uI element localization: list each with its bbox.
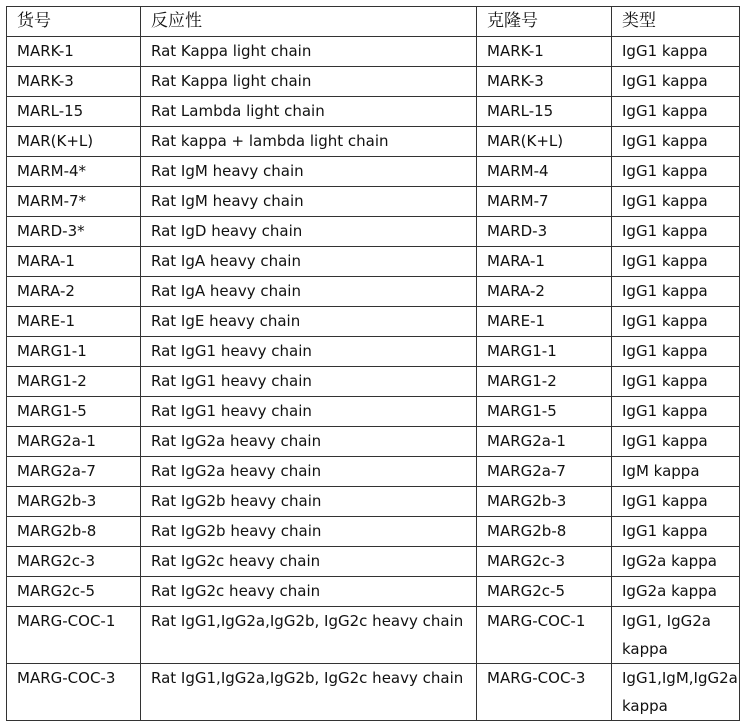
cell-clone: MARK-3 [477,67,612,97]
cell-type: IgG2a kappa [612,547,740,577]
header-cell-reactivity: 反应性 [141,7,477,37]
cell-clone: MARM-7 [477,187,612,217]
cell-reactivity: Rat IgG1 heavy chain [141,367,477,397]
cell-catalog: MARG-COC-3 [7,664,141,721]
cell-clone: MARG1-5 [477,397,612,427]
cell-type: IgG1 kappa [612,37,740,67]
table-row [7,607,740,664]
cell-type: IgG1 kappa [612,127,740,157]
cell-reactivity: Rat IgA heavy chain [141,247,477,277]
table-row [7,397,740,427]
cell-clone: MARG2b-3 [477,487,612,517]
cell-reactivity: Rat IgG2a heavy chain [141,427,477,457]
cell-type: IgG1 kappa [612,487,740,517]
cell-clone: MARG2a-1 [477,427,612,457]
cell-type: IgG1 kappa [612,277,740,307]
cell-clone: MARG1-1 [477,337,612,367]
cell-clone: MARG2c-3 [477,547,612,577]
header-cell-clone: 克隆号 [477,7,612,37]
table-row [7,487,740,517]
cell-type: IgM kappa [612,457,740,487]
cell-clone: MARG2b-8 [477,517,612,547]
cell-reactivity: Rat Kappa light chain [141,67,477,97]
cell-clone: MARG-COC-1 [477,607,612,664]
cell-type: IgG1 kappa [612,97,740,127]
cell-catalog: MARG1-5 [7,397,141,427]
cell-type: IgG1 kappa [612,157,740,187]
table-row [7,247,740,277]
cell-catalog: MARA-2 [7,277,141,307]
table-row [7,97,740,127]
cell-reactivity: Rat IgG1 heavy chain [141,397,477,427]
table-row [7,217,740,247]
table-row [7,427,740,457]
cell-clone: MARG-COC-3 [477,664,612,721]
table-row [7,577,740,607]
table-row [7,127,740,157]
cell-catalog: MARL-15 [7,97,141,127]
cell-reactivity: Rat IgG2b heavy chain [141,517,477,547]
cell-clone: MARG2a-7 [477,457,612,487]
cell-catalog: MAR(K+L) [7,127,141,157]
cell-clone: MARD-3 [477,217,612,247]
cell-catalog: MARG2c-3 [7,547,141,577]
table-row [7,664,740,721]
cell-clone: MARK-1 [477,37,612,67]
cell-type: IgG1 kappa [612,307,740,337]
antibody-table [6,6,740,721]
cell-catalog: MARG-COC-1 [7,607,141,664]
cell-catalog: MARD-3* [7,217,141,247]
table-row [7,277,740,307]
table-row [7,157,740,187]
cell-reactivity: Rat Lambda light chain [141,97,477,127]
cell-type: IgG1 kappa [612,337,740,367]
cell-reactivity: Rat IgG1 heavy chain [141,337,477,367]
cell-type: IgG2a kappa [612,577,740,607]
cell-clone: MARL-15 [477,97,612,127]
cell-reactivity: Rat IgG2a heavy chain [141,457,477,487]
cell-reactivity: Rat IgM heavy chain [141,187,477,217]
cell-type: IgG1, IgG2a kappa [612,607,740,664]
cell-clone: MARM-4 [477,157,612,187]
table-row [7,337,740,367]
cell-reactivity: Rat IgE heavy chain [141,307,477,337]
cell-catalog: MARG1-1 [7,337,141,367]
cell-reactivity: Rat IgA heavy chain [141,277,477,307]
table-row [7,457,740,487]
cell-catalog: MARK-1 [7,37,141,67]
cell-clone: MAR(K+L) [477,127,612,157]
cell-catalog: MARG2b-8 [7,517,141,547]
cell-type: IgG1 kappa [612,217,740,247]
table-row [7,67,740,97]
table-row [7,547,740,577]
cell-reactivity: Rat IgG2c heavy chain [141,577,477,607]
cell-reactivity: Rat IgD heavy chain [141,217,477,247]
cell-reactivity: Rat IgG2b heavy chain [141,487,477,517]
cell-catalog: MARK-3 [7,67,141,97]
cell-reactivity: Rat IgM heavy chain [141,157,477,187]
cell-type: IgG1 kappa [612,517,740,547]
cell-type: IgG1 kappa [612,247,740,277]
table-row [7,367,740,397]
cell-clone: MARG1-2 [477,367,612,397]
cell-catalog: MARG2a-7 [7,457,141,487]
cell-type: IgG1 kappa [612,67,740,97]
cell-reactivity: Rat IgG1,IgG2a,IgG2b, IgG2c heavy chain [141,664,477,721]
cell-catalog: MARG2c-5 [7,577,141,607]
cell-catalog: MARG2b-3 [7,487,141,517]
table-row [7,517,740,547]
cell-catalog: MARA-1 [7,247,141,277]
cell-type: IgG1 kappa [612,427,740,457]
cell-clone: MARA-2 [477,277,612,307]
cell-clone: MARE-1 [477,307,612,337]
cell-clone: MARA-1 [477,247,612,277]
cell-type: IgG1 kappa [612,397,740,427]
table-row [7,307,740,337]
cell-catalog: MARG2a-1 [7,427,141,457]
cell-type: IgG1,IgM,IgG2a kappa [612,664,740,721]
table-row [7,37,740,67]
cell-catalog: MARE-1 [7,307,141,337]
cell-reactivity: Rat IgG1,IgG2a,IgG2b, IgG2c heavy chain [141,607,477,664]
cell-reactivity: Rat Kappa light chain [141,37,477,67]
cell-catalog: MARM-4* [7,157,141,187]
cell-type: IgG1 kappa [612,187,740,217]
header-row [7,7,740,37]
cell-catalog: MARG1-2 [7,367,141,397]
cell-catalog: MARM-7* [7,187,141,217]
header-cell-catalog: 货号 [7,7,141,37]
cell-type: IgG1 kappa [612,367,740,397]
cell-reactivity: Rat kappa + lambda light chain [141,127,477,157]
cell-clone: MARG2c-5 [477,577,612,607]
cell-reactivity: Rat IgG2c heavy chain [141,547,477,577]
header-cell-type: 类型 [612,7,740,37]
table-row [7,187,740,217]
